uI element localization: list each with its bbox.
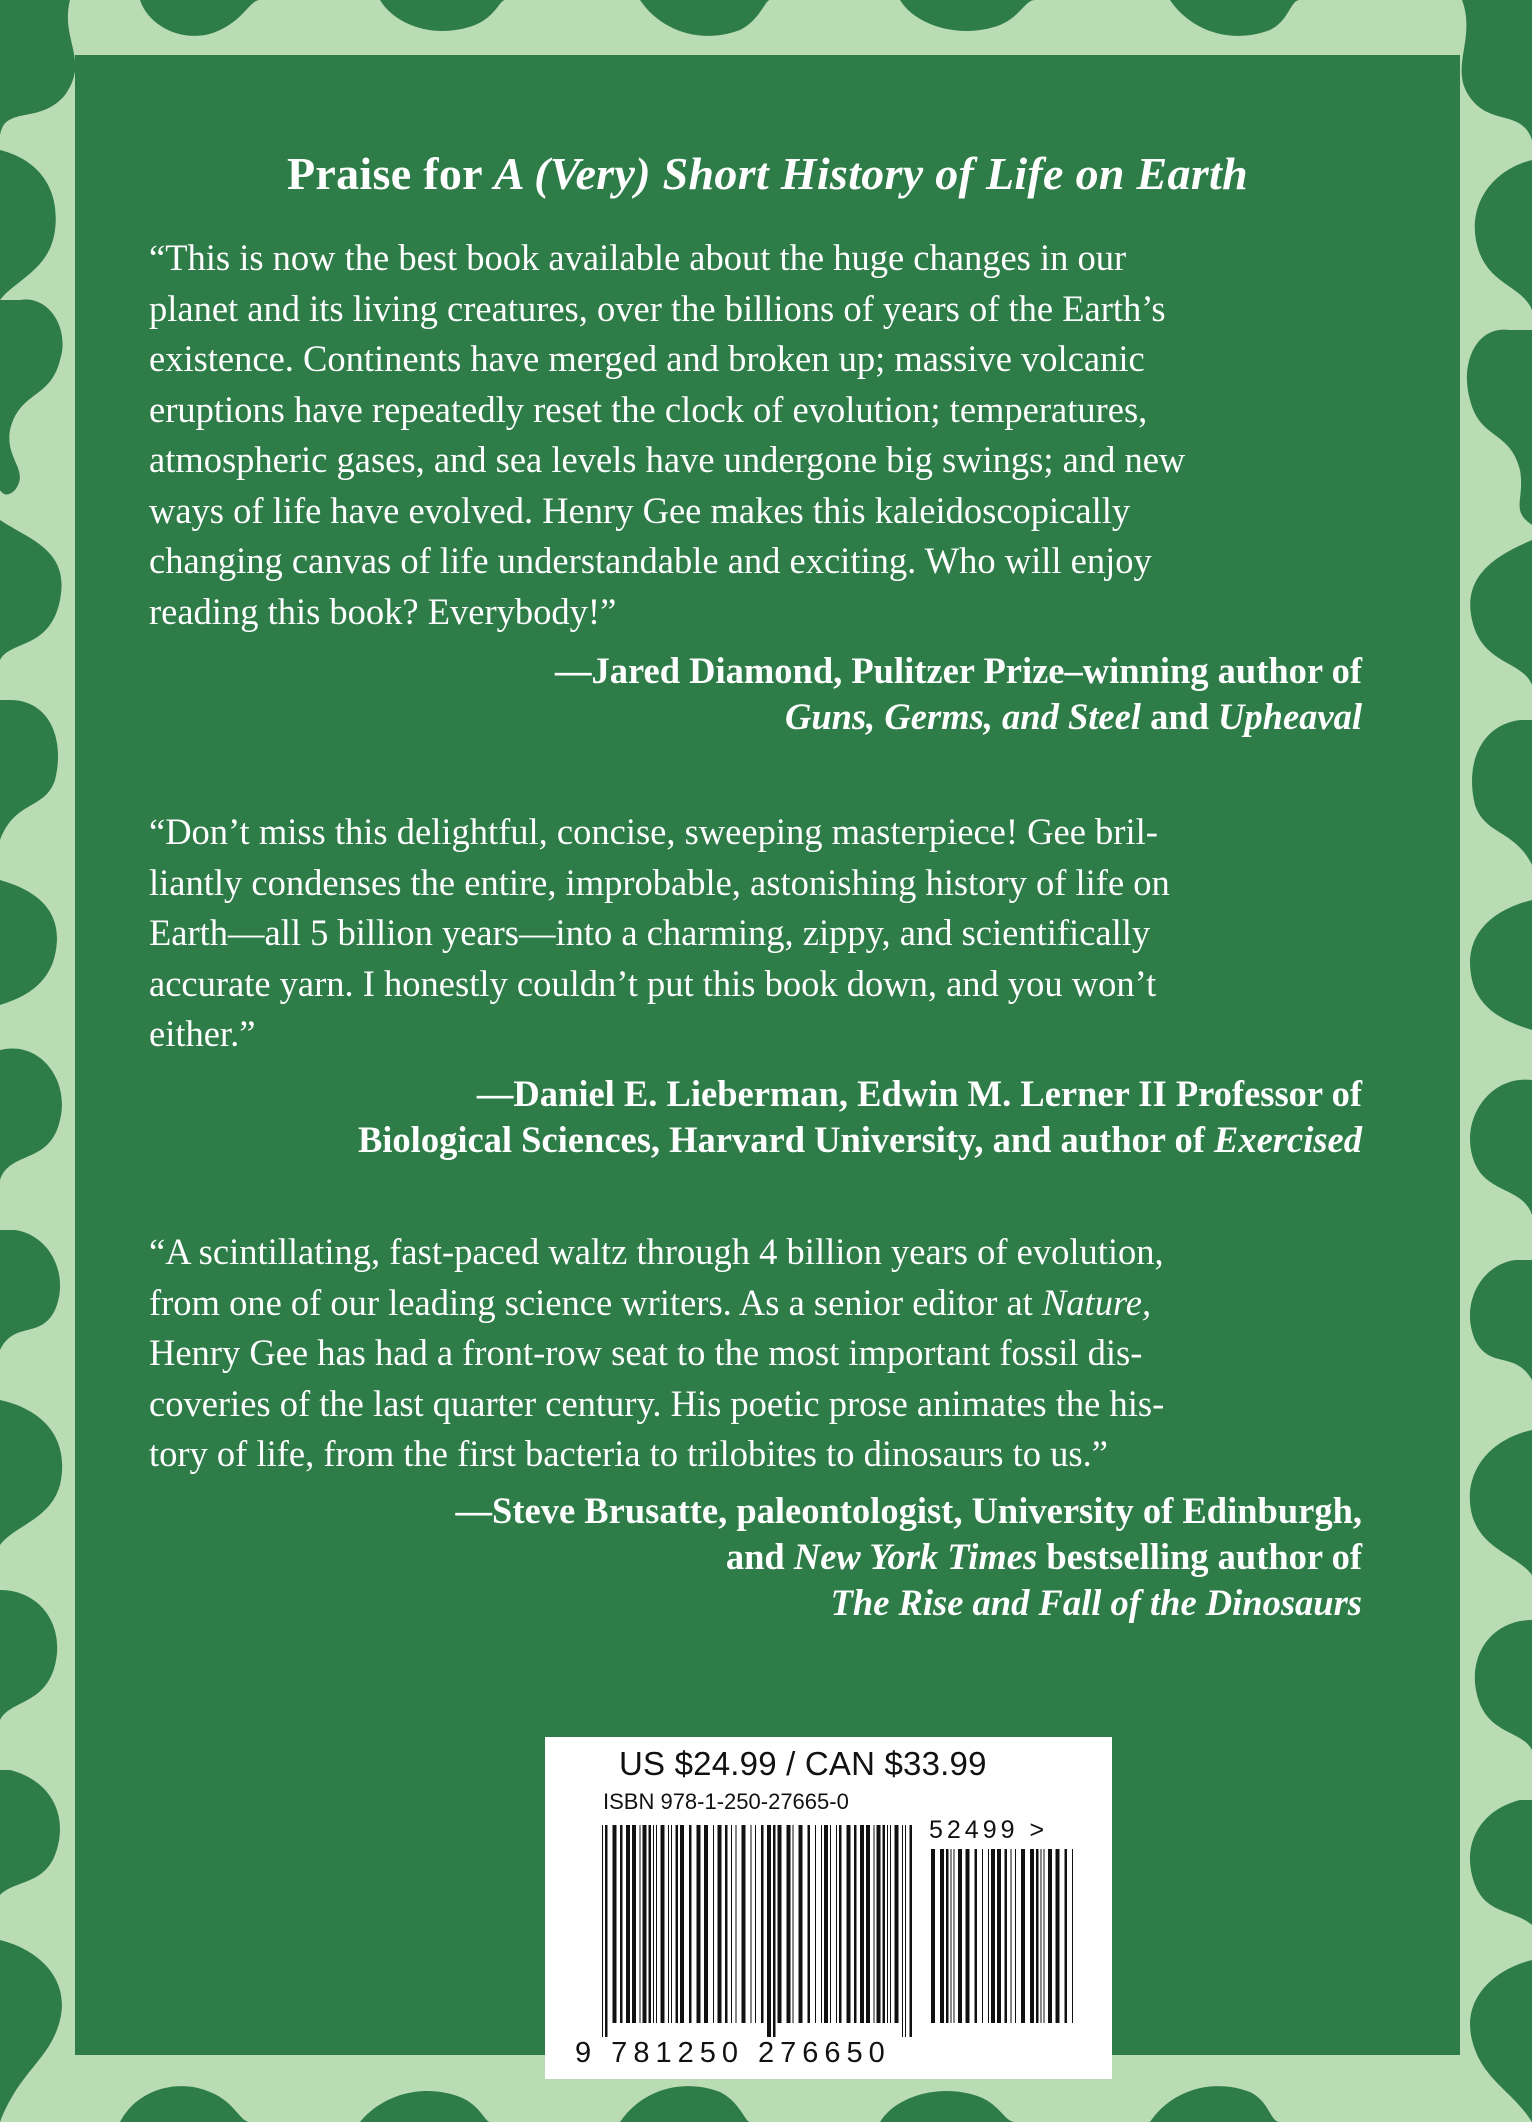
barcode-bar	[676, 1825, 679, 2023]
quote-line: eruptions have repeatedly reset the clock of evolution; temperatures,	[149, 388, 1148, 430]
barcode-bar	[1041, 1849, 1042, 2023]
barcode-bar	[643, 1825, 647, 2023]
praise-quote-lieberman	[149, 807, 1362, 1060]
barcode-bar	[836, 1825, 837, 2023]
barcode-bar	[689, 1825, 692, 2023]
barcode-bar	[954, 1849, 955, 2023]
barcode-bar	[773, 1825, 776, 2037]
barcode-bar	[668, 1825, 669, 2023]
barcode-bar	[671, 1825, 672, 2023]
barcode-bar	[866, 1825, 870, 2023]
price-label: US $24.99 / CAN $33.99	[619, 1745, 987, 1782]
barcode-bar	[1065, 1849, 1068, 2023]
barcode-bar	[1011, 1849, 1012, 2023]
barcode-bar	[1021, 1849, 1025, 2023]
barcode-bar	[1044, 1849, 1045, 2023]
barcode-bar	[883, 1825, 886, 2023]
barcode-bar	[620, 1825, 623, 2023]
quote-line: accurate yarn. I honestly couldn’t put this book down, and you won’t	[149, 962, 1157, 1004]
quote-line: Henry Gee has had a front-row seat to the most important fossil dis-	[149, 1332, 1143, 1373]
barcode-bar	[613, 1825, 617, 2023]
barcode-bar	[824, 1825, 828, 2023]
quote-line: either.”	[149, 1013, 256, 1054]
barcode-bar	[874, 1825, 875, 2023]
barcode-bar	[951, 1849, 952, 2023]
back-cover-panel	[75, 55, 1460, 2069]
barcode-bar	[767, 1825, 771, 2037]
barcode-bar	[890, 1825, 891, 2023]
quote-line: “A scintillating, fast-paced waltz through 4 billion years of evolution,	[149, 1231, 1164, 1272]
barcode-bar	[895, 1825, 899, 2023]
barcode-bar	[1048, 1849, 1052, 2023]
barcode-bar	[1036, 1849, 1039, 2023]
barcode-bar	[931, 1849, 935, 2023]
quote-line: ways of life have evolved. Henry Gee makes this kaleidoscopically	[149, 489, 1131, 531]
attribution-lieberman: —Daniel E. Lieberman, Edwin M. Lerner II Professor of Biological Sciences, Harvard University, and author of Exercised	[357, 1073, 1362, 1160]
barcode-bar	[718, 1825, 722, 2023]
barcode-bar	[761, 1825, 764, 2023]
barcode-bar	[940, 1849, 944, 2023]
barcode-bar	[626, 1825, 630, 2023]
barcode-bar	[656, 1825, 657, 2023]
praise-quote-brusatte	[149, 1227, 1362, 1480]
barcode-bar	[966, 1849, 970, 2023]
praise-heading: Praise for A (Very) Short History of Life on Earth	[287, 148, 1248, 199]
barcode-bar	[991, 1849, 995, 2023]
barcode-bar	[988, 1849, 989, 2023]
barcode-bar	[632, 1825, 636, 2023]
barcode-bar	[839, 1825, 842, 2023]
barcode-bar	[755, 1825, 756, 2023]
barcode-bar	[1030, 1849, 1034, 2023]
barcode-bar	[653, 1825, 654, 2023]
barcode-bar	[946, 1849, 949, 2023]
quote-line: tory of life, from the first bacteria to trilobites to dinosaurs to us.”	[149, 1433, 1108, 1474]
barcode-bar	[697, 1825, 701, 2023]
barcode-bar	[997, 1849, 1001, 2023]
barcode-bar	[787, 1825, 791, 2023]
barcode-bar	[815, 1825, 816, 2023]
barcode-bar	[680, 1825, 684, 2023]
barcode-bar	[704, 1825, 708, 2023]
book-title: A (Very) Short History of Life on Earth	[493, 148, 1248, 199]
quote-line: planet and its living creatures, over the billions of years of the Earth’s	[149, 287, 1166, 329]
barcode-bar	[905, 1825, 906, 2037]
ean-digits: 9 781250 276650	[575, 2037, 891, 2069]
praise-quote-diamond	[149, 233, 1362, 637]
quote-line: Earth—all 5 billion years—into a charming, zippy, and scientifically	[149, 912, 1151, 953]
quote-line: liantly condenses the entire, improbable, astonishing history of life on	[149, 861, 1170, 903]
barcode-bar	[1005, 1849, 1008, 2023]
barcode-bar	[742, 1825, 746, 2023]
supplement-barcode	[929, 1849, 1079, 2037]
barcode-bar	[887, 1825, 888, 2023]
barcode-bar	[808, 1825, 811, 2023]
barcode-bar	[605, 1825, 608, 2037]
quote-line: reading this book? Everybody!”	[149, 590, 617, 632]
barcode-price-box	[545, 1737, 1112, 2079]
barcode-bar	[778, 1825, 782, 2023]
quote-line: “This is now the best book available about the huge changes in our	[149, 237, 1127, 278]
barcode-bar	[649, 1825, 652, 2023]
barcode-bar	[640, 1825, 641, 2023]
barcode-bar	[731, 1825, 732, 2023]
barcode-bar	[975, 1849, 978, 2023]
quote-line: coveries of the last quarter century. His poetic prose animates the his-	[149, 1382, 1165, 1424]
supplement-code: 52499 >	[929, 1816, 1049, 1844]
barcode-bar	[958, 1849, 962, 2023]
quote-line: existence. Continents have merged and broken up; massive volcanic	[149, 338, 1145, 379]
barcode-bar	[830, 1825, 831, 2023]
barcode-bar	[793, 1825, 794, 2023]
barcode-bar	[725, 1825, 728, 2023]
barcode-bar	[602, 1825, 603, 2037]
barcode-bar	[661, 1825, 665, 2023]
barcode-bar	[910, 1825, 913, 2037]
barcode-bar	[902, 1825, 903, 2037]
barcode-bar	[1072, 1849, 1073, 2023]
ean-barcode	[600, 1825, 915, 2037]
quote-line: atmospheric gases, and sea levels have undergone big swings; and new	[149, 439, 1186, 480]
attribution-diamond: —Jared Diamond, Pulitzer Prize–winning author of Guns, Germs, and Steel and Upheaval	[554, 650, 1362, 737]
barcode-bar	[847, 1825, 851, 2023]
barcode-bar	[751, 1825, 752, 2023]
barcode-bar	[1015, 1849, 1016, 2023]
barcode-bar	[736, 1825, 737, 2023]
barcode-bar	[854, 1825, 857, 2023]
barcode-bar	[713, 1825, 714, 2023]
barcode-bar	[821, 1825, 822, 2023]
barcode-bar	[1056, 1849, 1060, 2023]
barcode-bar	[799, 1825, 803, 2023]
barcode-bar	[877, 1825, 881, 2023]
quote-line: from one of our leading science writers. As a senior editor at Nature,	[149, 1281, 1152, 1323]
isbn-label: ISBN 978-1-250-27665-0	[603, 1789, 849, 1814]
quote-line: changing canvas of life understandable and exciting. Who will enjoy	[149, 540, 1152, 581]
attribution-brusatte: —Steve Brusatte, paleontologist, University of Edinburgh, and New York Times bestselling author of The Rise and Fall of the Dinosaurs	[455, 1490, 1362, 1623]
barcode-bar	[982, 1849, 983, 2023]
quote-line: “Don’t miss this delightful, concise, sweeping masterpiece! Gee bril-	[149, 811, 1158, 852]
barcode-bar	[860, 1825, 864, 2023]
